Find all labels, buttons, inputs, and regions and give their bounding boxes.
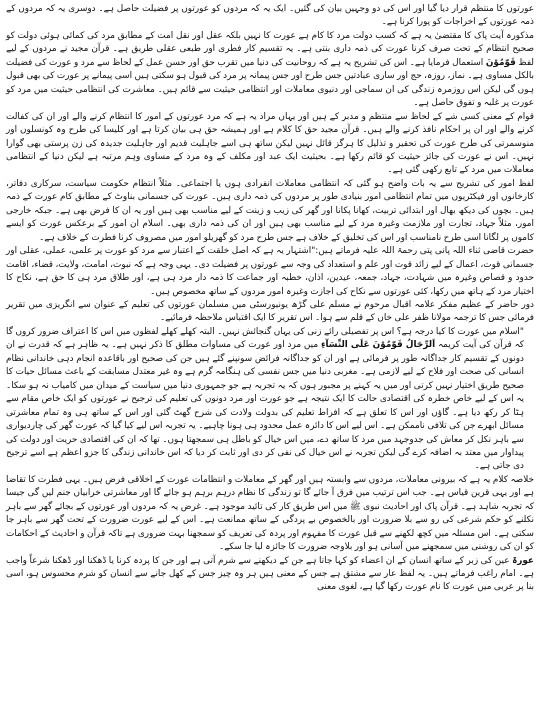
- quranic-term: قَوّٰمُوْنَ: [485, 57, 516, 68]
- definition-term: عورۃ: [512, 555, 534, 566]
- paragraph: [6, 111, 534, 178]
- paragraph-text: دور حاضر کے عظیم مفکر علامہ اقبال مرحوم نے مسلم علی گڑھ یونیورسٹی میں مسلمان عورتوں کی تعلیم کے عنوان سے انگریزی میں تقریر فرمائی جس کا ترجمہ مولانا ظفر علی خاں کے قلم سے ہوا۔ اس تقریر کا ایک اقتباس ملاحظہ فرمائیے۔: [6, 299, 534, 324]
- paragraph-text: عین کی زبر کے ساتھ انسان کے ان اعضاء کو کہا جاتا ہے جن کے دیکھنے سے شرم آتی ہے اور جن کا پردہ کرنا یا ڈھکنا اور ڈھکنا شرعاً واجب ہے۔ امام راغب فرماتے ہیں۔ یہ لفظ عار سے مشتق ہے جس کے معنی ہیں ہر وہ چیز جس کے کھل جانے سے انسان کو شرم محسوس ہو، اسی بنا پر عربی میں عورت کا نام عورت رکھا گیا ہے، لغوی معنی: [6, 555, 534, 593]
- paragraph-text: قوام کے معنی کسی شے کے لحاظ سے منتظم و مدبر کے ہیں اور یہاں مراد یہ ہے کہ مرد عورتوں کے امور کا انتظام کرنے والے اور ان کی کفالت کرنے والے اور ان پر احکام نافذ کرنے والے ہیں۔ قرآن مجید حق کا کلام ہے اور ہمیشہ حق ہی بیان کرتا ہے اور کلیسا کی طرح وہ کونسلوں اور منوسمرتی کی طرح عورت کی تحقیر و تذلیل کا ہرگز قائل نہیں لیکن ساتھ ہی اسے جاہلیت قدیم اور جاہلیت جدیدہ کی زن پرستی بھی گوارا نہیں۔ اس نے عورت کی جائز حیثیت کو قائم رکھا ہے۔ بحیثیت ایک عبد اور مکلف کے وہ مرد کے مساوی وہم مرتبہ ہے لیکن دنیا کے انتظامی معاملات میں مرد کے تابع رکھی گئی ہے۔: [6, 111, 534, 176]
- paragraph: [6, 299, 534, 326]
- quotation-paragraph: [6, 326, 524, 474]
- paragraph-text: "اسلام میں عورت کا کیا درجہ ہے؟ اس پر تفصیلی رائے زنی کی یہاں گنجائش نہیں۔ البتہ کھلے کھلے لفظوں میں اس کا اعتراف ضرور کروں گا کہ قرآن کی آیت کریمہ: [6, 326, 524, 351]
- paragraph-text-continued: میں مرد اور عورت کی مساوات مطلق کا ذکر نہیں ہے۔ یہ ظاہر ہے کہ قدرت نے ان دونوں کے تقسیم کار جداگانہ طور پر فرمائی ہے اور ان کو جداگانہ فرائض سونپنے گئے ہیں جن کی صحیح اور باقاعدہ انجام دہی خاندانی نظام انسانی کی صحت اور فلاح کے لیے لازمی ہے۔ مغربی دنیا میں جس نفسی کی ہنگامہ گرم ہے وہ غیر معتدل مسابقت کے باعث مسائل حیات کا صحیح طریق اختیار نہیں کرتی اور میں یہ کہنے پر مجبور ہوں کہ یہ تجربہ ہے جو جمہوری دنیا میں سیاست کے میدان میں کامیاب نہ ہو سکا۔ یہ اس کے لیے خاص خطرہ کی اقتصادی حالت کا ایک نتیجہ ہے جو عورت اور مرد دونوں کی تعلیم کی ترجیح نے عورتوں کو ایک خاص مقام سے ہٹا کر رکھ دیا ہے۔ گاؤں اور اس کا تعلق ہے کہ افراط تعلیم کی بدولت ولادت کی شرح گھٹ گئی اور اس کے ساتھ ہی وہ تمام معاشرتی مسائل ابھرے جن کی تلافی ناممکن ہے۔ اس لیے اس کا دائرہ عمل محدود ہی ہونا چاہیے۔ یہ تجربہ اس لیے کیا گیا کہ عورت گھر کی چاردیواری سے باہر نکل کر معاش کی جدوجہد میں مرد کا ساتھ دے، میں اس خیال کو باطل ہی سمجھتا ہوں۔ تھا کہ ان کی اقتصادی حریت اور دولت کی پیداوار میں معتد بہ اضافہ کرے گی لیکن تجربہ نے اس خیال کی نفی کر دی اور ثابت کر دیا کہ اس خاندانی زندگی کا جزو اعظم ہے اسے ترجیح دی جاتی ہے۔: [6, 340, 524, 472]
- paragraph-text-continued: استعمال فرمایا ہے۔ اس کی تشریح یہ ہے کہ روحانیت کی دنیا میں تقرب حق اور حسن عمل کے لحاظ سے مرد و عورت کی فضیلت بالکل مساوی ہے۔ نماز، روزہ، حج اور ساری عبادتیں جس طرح اور جس پیمانہ پر مرد کی قبول ہو سکتی ہیں اسی پیمانے پر عورت کی بھی قبول ہوں گی لیکن اس روزمرہ زندگی کی ان سماجی اور دنیوی معاملات اور انتظامی حیثیت سے قائم ہیں۔ معاشرت کی انتظامی حیثیت میں مرد کو عورت پر غلبہ و تفوق حاصل ہے۔: [6, 57, 534, 109]
- paragraph-text: مذکورہ آیت پاک کا مقتضیٰ یہ ہے کہ کسب دولت مرد کا کام ہے عورت کا نہیں بلکہ عقل اور نقل امت کے مطابق مرد کی کمائی ہوئی دولت کو صحیح انتظام کے تحت صرف کرنا عورت کی ذمہ داری بنتی ہے۔ یہ تقسیم کار فطری اور طبعی عقلی طریق ہے۔ قرآن مجید نے مردوں کے لیے لفظ: [6, 30, 535, 68]
- paragraph: [6, 3, 534, 30]
- paragraph: [6, 555, 534, 595]
- quranic-verse: اَلرِّجَالُ قَوّٰمُوْنَ عَلَی النِّسَآءِ: [320, 340, 436, 351]
- paragraph-text: خلاصہ کلام یہ ہے کہ بیرونی معاملات، مردوں سے وابستہ ہیں اور گھر کے معاملات و انتظامات عورت کے اخلاقی فرض ہیں۔ یہی فطرت کا تقاضا ہے اور یہی قرین قیاس ہے۔ جب اس ترتیب میں فرق آ جائے گا تو زندگی کا نظام درہم برہم ہو جائے گا اور معاشرتی خرابیاں جنم لیں گی جیسا کہ تجربہ شاہد ہے۔ قرآن پاک اور احادیث نبوی ﷺ میں اس طریق کار کی تائید موجود ہے۔ غرض یہ کہ مردوں اور عورتوں کے بجائے گھر سے باہر نکلنے کو حکم شرعی کی رو سے بلا ضرورت اور بالخصوص بے پردگی کے ساتھ ممانعت ہے۔ اس کے لیے عورت ضرورت کے تحت گھر سے باہر جا سکتی ہے۔ اس مسئلہ میں کچھ لکھنے سے قبل عورت کا مفہوم اور پردہ کی تعریف کو سمجھنا بہت ضروری ہے تاکہ قرآن و احادیث کے احکامات کو ان کی روشنی میں سمجھنے میں آسانی ہو اور بلاوجہ ضرورت کا جائزہ لیا جا سکے۔: [6, 474, 534, 553]
- paragraph: [6, 30, 534, 111]
- paragraph-text: حضرت قاضی ثناء اللہ پانی پتی رحمۃ اللہ علیہ فرماتے ہیں:"اشتہار یہ ہے کہ اصل خلقت کے اعتبار سے مرد کو عورت پر علمی، عملی، عقلی اور جسمانی قوت، اعمال کے لیے زائد قوت اور علم و استعداد کی وجہ سے عورتوں پر فضیلت دی۔ یہی وجہ ہے کہ نبوت، امامت، ولایت، قضاء، اقامت حدود و قصاص وغیرہ میں شہادت، جہاد، جمعہ، عیدین، اذان، خطبہ اور جماعت کا ذمہ دار مرد ہی ہے، اور طلاق مرد ہی کا حق ہے، نکاح کا اختیار مرد کے ہاتھ میں رکھا، کئی عورتوں سے نکاح کی اجازت وغیرہ امور مردوں کے ساتھ مخصوص ہیں۔: [6, 246, 534, 297]
- paragraph-text: لفظ امور کی تشریح سے یہ بات واضح ہو گئی کہ انتظامی معاملات انفرادی ہوں یا اجتماعی۔ مثلاً انتظام حکومت سیاست، سرکاری دفاتر، کارخانوں اور فیکٹریوں میں تمام انتظامی امور بنیادی طور پر مردوں کی ذمہ داری ہیں۔ عورت کی جسمانی بناوٹ کے مطابق کام عورت کے ذمہ ہیں۔ بچوں کی دیکھ بھال اور ابتدائی تربیت، کھانا پکانا اور گھر کی زیب و زینت کے لیے مناسب بھی ہیں اور یہ ان کا فرض بھی ہے۔ جبکہ خارجی امور، مثلاً جہاد، تجارت اور ملازمت وغیرہ مرد کے لیے مناسب بھی ہیں اور ان کی ذمہ داری بھی۔ اسلام ان امور کے برعکس عورت کو ایسے کاموں پر لگانا اسی طرح نامناسب اور اس کی تخلیق کے خلاف ہے جس طرح مرد کو گھریلو امور میں مصروف کرنا فطرت کے خلاف ہے۔: [6, 178, 534, 243]
- paragraph-text: عورتوں کا منتظم قرار دیا گیا اور اس کی دو وجہیں بیان کی گئیں۔ ایک یہ کہ مردوں کو عورتوں پر فضیلت حاصل ہے۔ دوسری یہ کہ مردوں کے ذمہ عورتوں کے اخراجات کو پورا کرنا ہے۔: [6, 4, 534, 28]
- paragraph: [6, 178, 534, 245]
- paragraph: [6, 245, 534, 299]
- paragraph: [6, 474, 534, 555]
